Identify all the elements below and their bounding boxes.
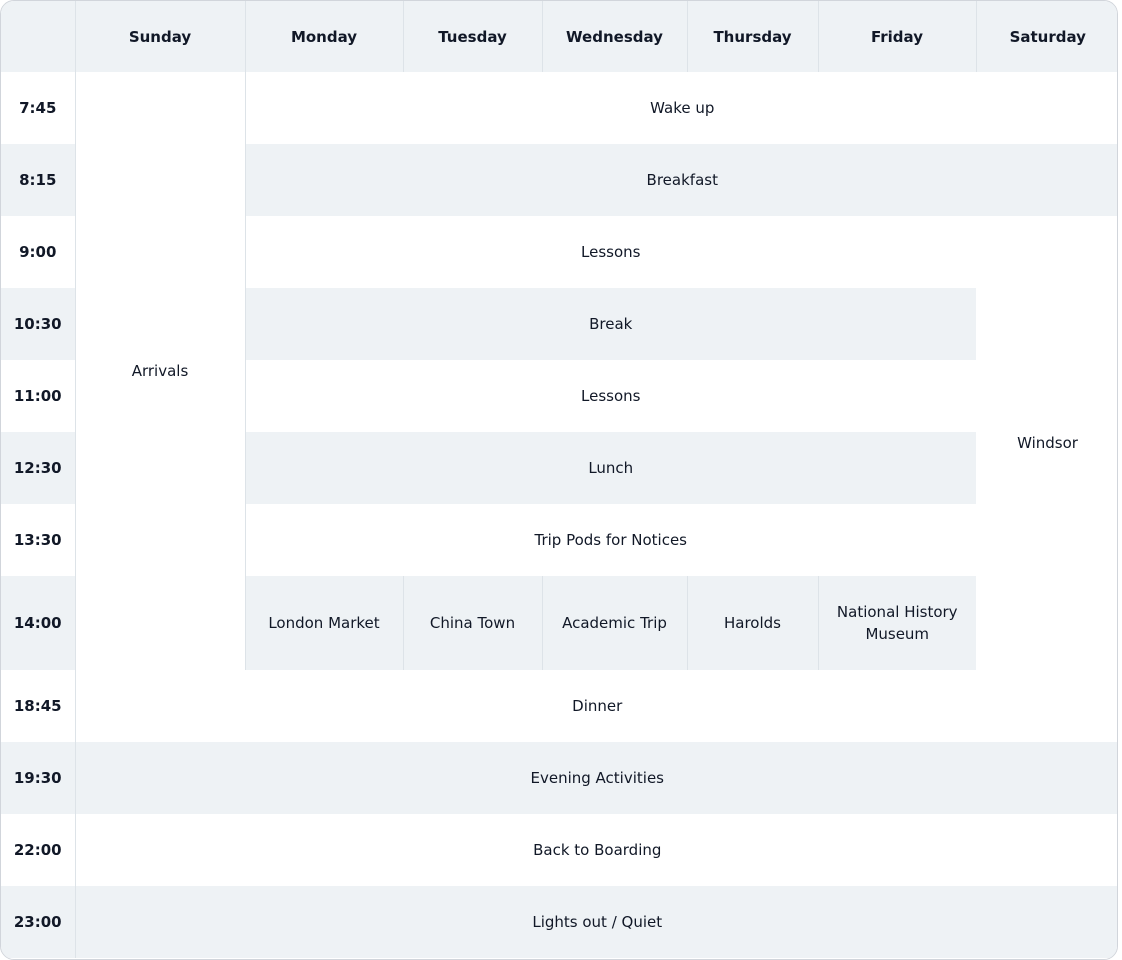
table-row	[1, 72, 1118, 144]
trip-cell-monday	[245, 576, 403, 670]
header-tuesday: Tuesday	[403, 1, 542, 72]
time-cell: 18:45	[1, 670, 75, 742]
table-row	[1, 814, 1118, 886]
activity-label: Trip Pods for Notices	[534, 531, 687, 549]
table-row	[1, 886, 1118, 958]
header-monday: Monday	[245, 1, 403, 72]
activity-label: Wake up	[650, 99, 715, 117]
activity-label: Breakfast	[646, 171, 718, 189]
activity-cell	[245, 144, 1118, 216]
activity-cell	[75, 670, 1118, 742]
trip-label: Academic Trip	[562, 614, 667, 632]
header-thursday: Thursday	[687, 1, 818, 72]
activity-cell	[75, 814, 1118, 886]
time-cell: 7:45	[1, 72, 75, 144]
activity-label: Break	[589, 315, 633, 333]
time-cell: 9:00	[1, 216, 75, 288]
activity-label: Evening Activities	[530, 769, 664, 787]
activity-label: Dinner	[572, 697, 623, 715]
activity-cell	[245, 288, 976, 360]
time-cell: 14:00	[1, 576, 75, 670]
activity-label: Lessons	[581, 243, 641, 261]
activity-cell	[245, 504, 976, 576]
activity-cell	[245, 72, 1118, 144]
header-saturday: Saturday	[976, 1, 1118, 72]
saturday-windsor-cell	[976, 216, 1118, 670]
activity-label: Lunch	[588, 459, 634, 477]
header-sunday: Sunday	[75, 1, 245, 72]
activity-cell	[75, 886, 1118, 958]
time-cell: 13:30	[1, 504, 75, 576]
trip-cell-thursday	[687, 576, 818, 670]
header-wednesday: Wednesday	[542, 1, 687, 72]
header-corner	[1, 1, 75, 72]
trip-cell-tuesday	[403, 576, 542, 670]
header-row	[1, 1, 1118, 72]
activity-cell	[245, 360, 976, 432]
table-row	[1, 742, 1118, 814]
activity-label: Lights out / Quiet	[532, 913, 663, 931]
header-friday: Friday	[818, 1, 976, 72]
windsor-label: Windsor	[1017, 434, 1078, 452]
trip-cell-friday	[818, 576, 976, 670]
arrivals-label: Arrivals	[131, 362, 189, 380]
activity-cell	[245, 216, 976, 288]
time-cell: 10:30	[1, 288, 75, 360]
trip-label: China Town	[429, 614, 516, 632]
trip-label: Harolds	[724, 614, 781, 632]
activity-cell	[245, 432, 976, 504]
time-cell: 8:15	[1, 144, 75, 216]
time-cell: 12:30	[1, 432, 75, 504]
trip-label: National History Museum	[836, 603, 958, 643]
time-cell: 19:30	[1, 742, 75, 814]
weekly-schedule-table	[1, 1, 1118, 958]
activity-label: Back to Boarding	[533, 841, 662, 859]
table-row	[1, 670, 1118, 742]
time-cell: 11:00	[1, 360, 75, 432]
activity-label: Lessons	[581, 387, 641, 405]
trip-cell-wednesday	[542, 576, 687, 670]
sunday-arrivals-cell	[75, 72, 245, 670]
trip-label: London Market	[268, 614, 380, 632]
time-cell: 22:00	[1, 814, 75, 886]
activity-cell	[75, 742, 1118, 814]
time-cell: 23:00	[1, 886, 75, 958]
